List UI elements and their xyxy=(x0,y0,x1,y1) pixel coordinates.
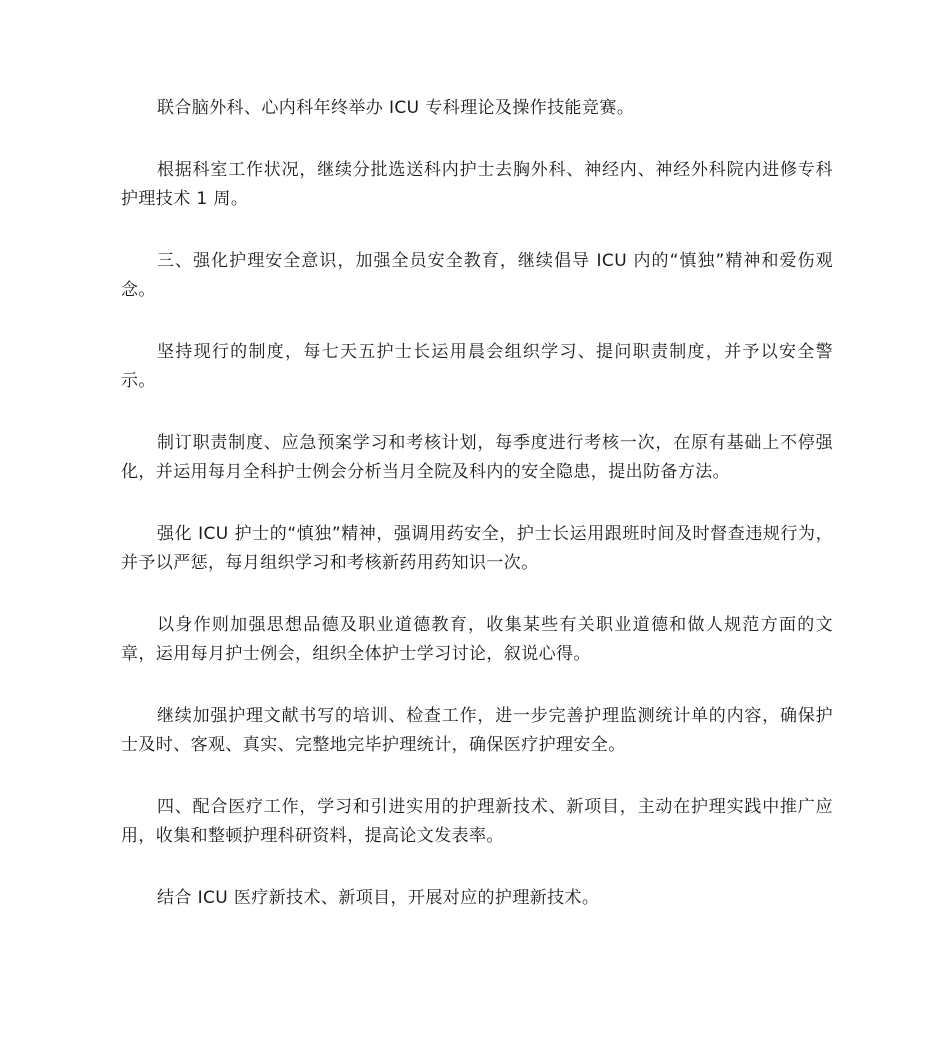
paragraph-morning-meeting: 坚持现行的制度，每七天五护士长运用晨会组织学习、提问职责制度，并予以安全警示。 xyxy=(121,342,833,391)
paragraph-medication-safety: 强化 ICU 护士的“慎独”精神，强调用药安全，护士长运用跟班时间及时督查违规行为，并予以严惩，每月组织学习和考核新药用药知识一次。 xyxy=(121,524,833,573)
paragraph-new-techniques: 结合 ICU 医疗新技术、新项目，开展对应的护理新技术。 xyxy=(157,888,600,908)
paragraph-documentation-training: 继续加强护理文献书写的培训、检查工作，进一步完善护理监测统计单的内容，确保护士及时、客观、真实、完整地完毕护理统计，确保医疗护理安全。 xyxy=(121,706,833,755)
paragraph-assessment-plan: 制订职责制度、应急预案学习和考核计划，每季度进行考核一次，在原有基础上不停强化，并运用每月全科护士例会分析当月全院及科内的安全隐患，提出防备方法。 xyxy=(121,433,833,482)
paragraph-ethics-education: 以身作则加强思想品德及职业道德教育，收集某些有关职业道德和做人规范方面的文章，运用每月护士例会，组织全体护士学习讨论，叙说心得。 xyxy=(121,615,833,664)
document-body xyxy=(121,94,833,946)
paragraph-section-three-heading: 三、强化护理安全意识，加强全员安全教育，继续倡导 ICU 内的“慎独”精神和爱伤观念。 xyxy=(121,251,833,300)
paragraph-nurse-training: 根据科室工作状况，继续分批选送科内护士去胸外科、神经内、神经外科院内进修专科护理技术 1 周。 xyxy=(121,160,833,209)
paragraph-section-four-heading: 四、配合医疗工作，学习和引进实用的护理新技术、新项目，主动在护理实践中推广应用，收集和整顿护理科研资料，提高论文发表率。 xyxy=(121,797,833,846)
paragraph-icu-competition: 联合脑外科、心内科年终举办 ICU 专科理论及操作技能竞赛。 xyxy=(157,98,635,118)
